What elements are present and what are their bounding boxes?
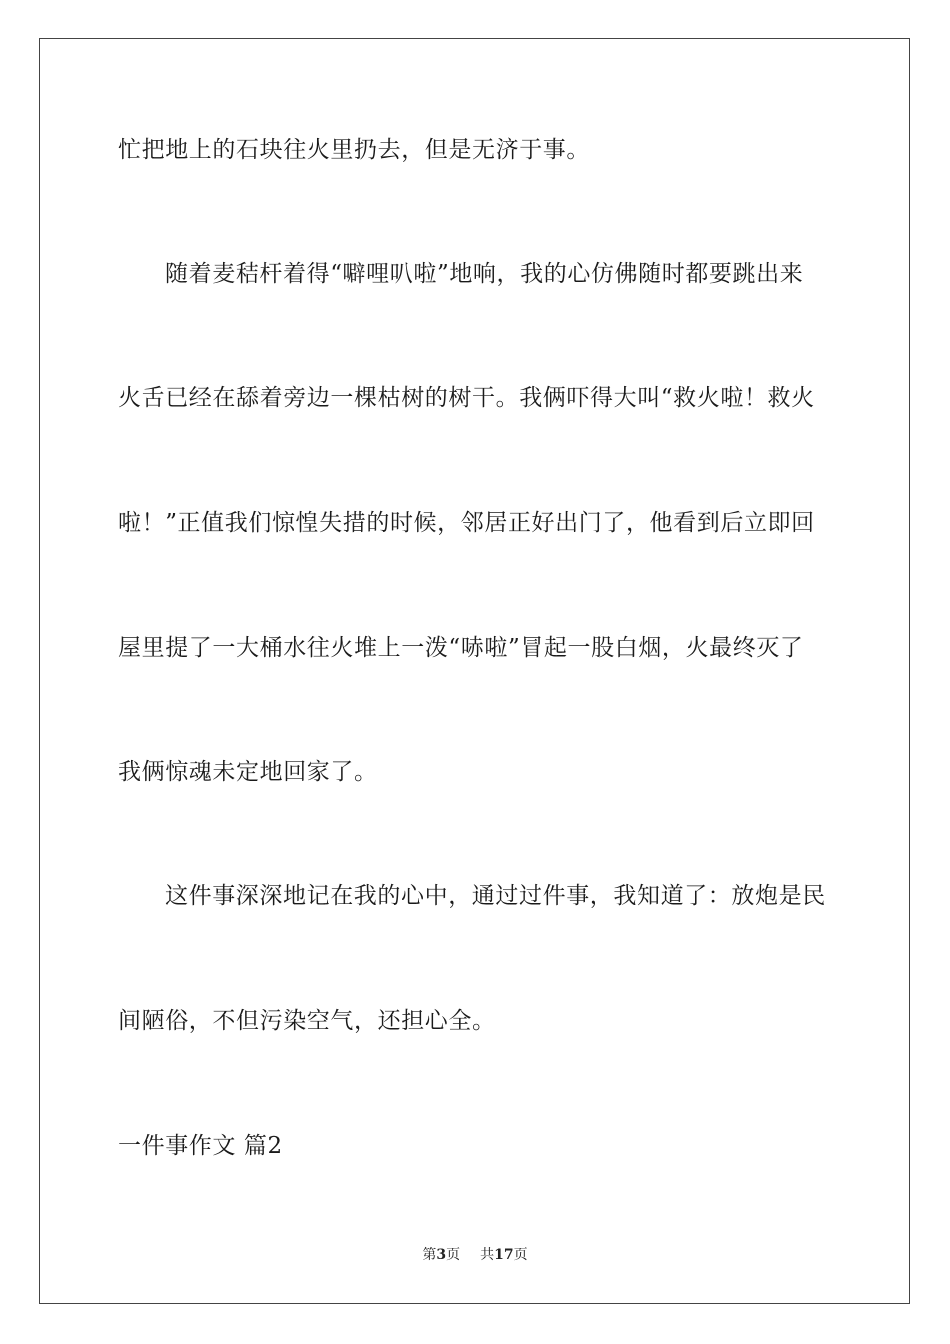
text-line-5: 屋里提了一大桶水往火堆上一泼“哧啦”冒起一股白烟，火最终灭了 xyxy=(118,635,804,661)
text-line-2: 随着麦秸杆着得“噼哩叭啦”地响，我的心仿佛随时都要跳出来 xyxy=(165,261,804,287)
page-border xyxy=(39,38,910,1304)
footer-page-number: 3 xyxy=(436,1247,447,1263)
text-line-8: 间陋俗，不但污染空气，还担心全。 xyxy=(118,1008,496,1034)
footer-page-suffix: 页 xyxy=(446,1247,461,1263)
section-heading: 一件事作文 篇2 xyxy=(118,1133,283,1159)
footer-total-pages: 17 xyxy=(494,1247,514,1263)
text-line-6: 我俩惊魂未定地回家了。 xyxy=(118,759,378,785)
footer-total-suffix: 页 xyxy=(513,1247,528,1263)
footer-page-prefix: 第 xyxy=(422,1247,437,1263)
page-footer xyxy=(0,1246,950,1264)
text-line-4: 啦！”正值我们惊惶失措的时候，邻居正好出门了，他看到后立即回 xyxy=(118,510,815,536)
text-line-1: 忙把地上的石块往火里扔去，但是无济于事。 xyxy=(118,137,590,163)
text-line-7: 这件事深深地记在我的心中，通过过件事，我知道了：放炮是民 xyxy=(165,883,826,909)
text-line-3: 火舌已经在舔着旁边一棵枯树的树干。我俩吓得大叫“救火啦！救火 xyxy=(118,385,815,411)
footer-total-prefix: 共 xyxy=(480,1247,495,1263)
